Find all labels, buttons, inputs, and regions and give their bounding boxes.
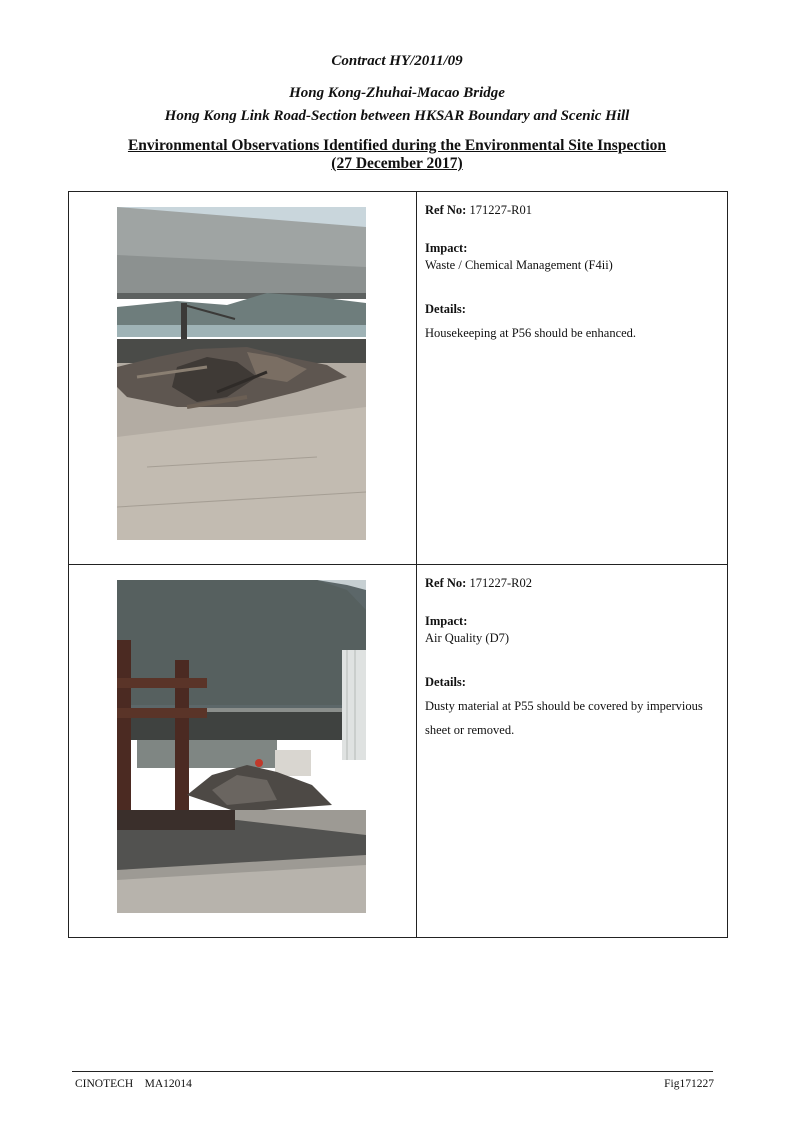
ref-line (425, 202, 719, 218)
observation-details-cell (417, 565, 728, 938)
site-photo-p55-dusty-material (117, 580, 366, 913)
ref-label: Ref No: (425, 203, 467, 217)
details-label: Details: (425, 674, 466, 689)
observation-details-cell (417, 192, 728, 565)
site-photo-p56-debris (117, 207, 366, 540)
details-label: Details: (425, 301, 466, 316)
contract-number: Contract HY/2011/09 (331, 53, 463, 69)
ref-value: 171227-R02 (469, 576, 532, 590)
impact-label: Impact: (425, 614, 468, 629)
ref-label: Ref No: (425, 576, 467, 590)
project-name: Hong Kong-Zhuhai-Macao Bridge (289, 85, 505, 101)
photo-cell (69, 565, 417, 938)
details-value: Housekeeping at P56 should be enhanced. (425, 326, 637, 340)
footer-divider (72, 1071, 713, 1072)
observations-table (68, 191, 728, 938)
footer-figure-number: Fig171227 (664, 1078, 714, 1090)
impact-value: Air Quality (D7) (425, 630, 510, 645)
ref-line (425, 575, 719, 591)
observation-row (69, 565, 728, 938)
inspection-date: (27 December 2017) (331, 155, 463, 172)
ref-value: 171227-R01 (469, 203, 532, 217)
project-section: Hong Kong Link Road-Section between HKSAR Boundary and Scenic Hill (164, 108, 630, 124)
impact-value: Waste / Chemical Management (F4ii) (425, 257, 613, 272)
footer-company-code: CINOTECH MA12014 (75, 1078, 192, 1090)
details-value: Dusty material at P55 should be covered by impervious sheet or removed. (425, 699, 703, 737)
photo-cell (69, 192, 417, 565)
impact-label: Impact: (425, 241, 468, 256)
observation-row (69, 192, 728, 565)
document-title: Environmental Observations Identified during the Environmental Site Inspection (127, 137, 667, 154)
